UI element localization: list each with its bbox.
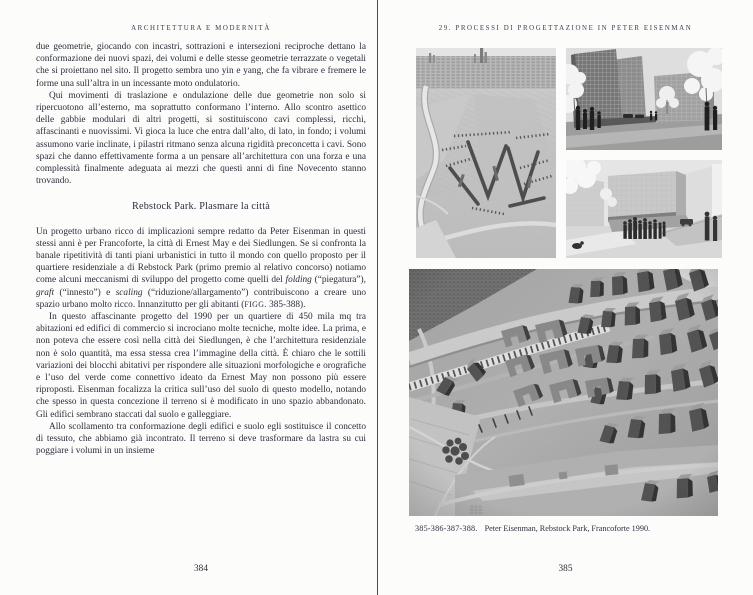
right-page xyxy=(378,0,753,595)
body-paragraph: Allo scollamento tra conformazione degli edifici e suolo egli sostituisce il concetto di tessuto, che abbiamo già incontrato. Il terreno si deve trasformare da lastra su cui poggiare i volumi in un insieme xyxy=(36,421,366,457)
left-page xyxy=(36,0,366,595)
figure-388-model-photograph xyxy=(409,269,718,516)
paragraph-group-top xyxy=(36,41,366,187)
left-page-number: 384 xyxy=(194,564,208,574)
figure-385-aerial-drawing xyxy=(416,48,556,258)
right-running-head: 29. PROCESSI DI PROGETTAZIONE IN PETER EISENMAN xyxy=(438,25,693,32)
paragraph-group-bottom xyxy=(36,226,366,458)
figure-386-street-rendering xyxy=(566,48,722,150)
section-heading: Rebstock Park. Plasmare la città xyxy=(132,201,270,213)
figure-caption xyxy=(415,524,725,533)
left-body-text xyxy=(36,41,366,458)
body-paragraph: In questo affascinante progetto del 1990 per un quartiere di 450 mila mq tra abitazioni ed edifici di commercio si incrociano molte tecniche, molte idee. La prima, e non poteva che essere così nella città dei Siedlungen, è che l’architettura residenziale non è solo quantità, ma essa stessa crea l’immagine della città. È chiaro che le sottili variazioni dei blocchi abitativi per rispondere alle situazioni morfologiche e orografiche e l’uso del verde come connettivo ideato da Ernest May non possono più essere riproposti. Eisenman focalizza la critica sull’uso del suolo di questo modello, notando che spesso in questa concezione il terreno si è modificato in uno spazio abbandonato. Gli edifici sembrano staccati dal suolo e galleggiare. xyxy=(36,312,366,420)
body-paragraph: Qui movimenti di traslazione e ondulazione delle due geometrie non solo si ripercuotono all’esterno, ma soprattutto conformano l’interno. Allo scontro asettico delle gabbie modulari di altri progetti, si sostituiscono cavi complessi, ricchi, affascinanti e nuovissimi. Vi gioca la luce che entra dall’alto, di lato, in fondo; i volumi assumono varie inclinate, i pilastri ritmano senza alcuna rigidità preconcetta i cavi. Sono spazi che danno effettivamente forma a un pensare all’architettura con una forza e una complessità finalmente adeguata ai mezzi che questi anni di fine Novecento stanno trovando. xyxy=(36,90,366,187)
figure-caption-numbers: 385-386-387-388. xyxy=(415,524,478,533)
right-page-number: 385 xyxy=(558,564,573,574)
body-paragraph: due geometrie, giocando con incastri, sottrazioni e intersezioni reciproche dettano la conformazione dei nuovi spazi, dei volumi e delle stesse geometrie terrazzate o vegetali che si proiettano nel sito. Il progetto sembra uno yin e yang, che fa vibrare e fremere le forme una sull’altra in un incessante moto ondulatorio. xyxy=(36,42,366,89)
body-paragraph: Un progetto urbano ricco di implicazioni sempre redatto da Peter Eisenman in questi stessi anni è per Francoforte, la città di Ernest May e dei Siedlungen. Se si confronta la banale ripetitività di tanti piani urbanistici in tutto il mondo con quello proposto per il quartiere residenziale a di Rebstock Park (primo premio al relativo concorso) notiamo come alcuni meccanismi di sviluppo del progetto come quelli del folding (“piegatura”), graft (“innesto”) e scaling (“riduzione/allargamento”) contribuiscono a creare uno spazio urbano molto ricco. Innanzitutto per gli abitanti (FIGG. 385-388). xyxy=(36,226,366,310)
left-running-head: ARCHITETTURA E MODERNITÀ xyxy=(131,25,271,32)
figure-387-plaza-rendering xyxy=(566,160,722,258)
figure-caption-text: Peter Eisenman, Rebstock Park, Francoforte 1990. xyxy=(484,524,651,533)
